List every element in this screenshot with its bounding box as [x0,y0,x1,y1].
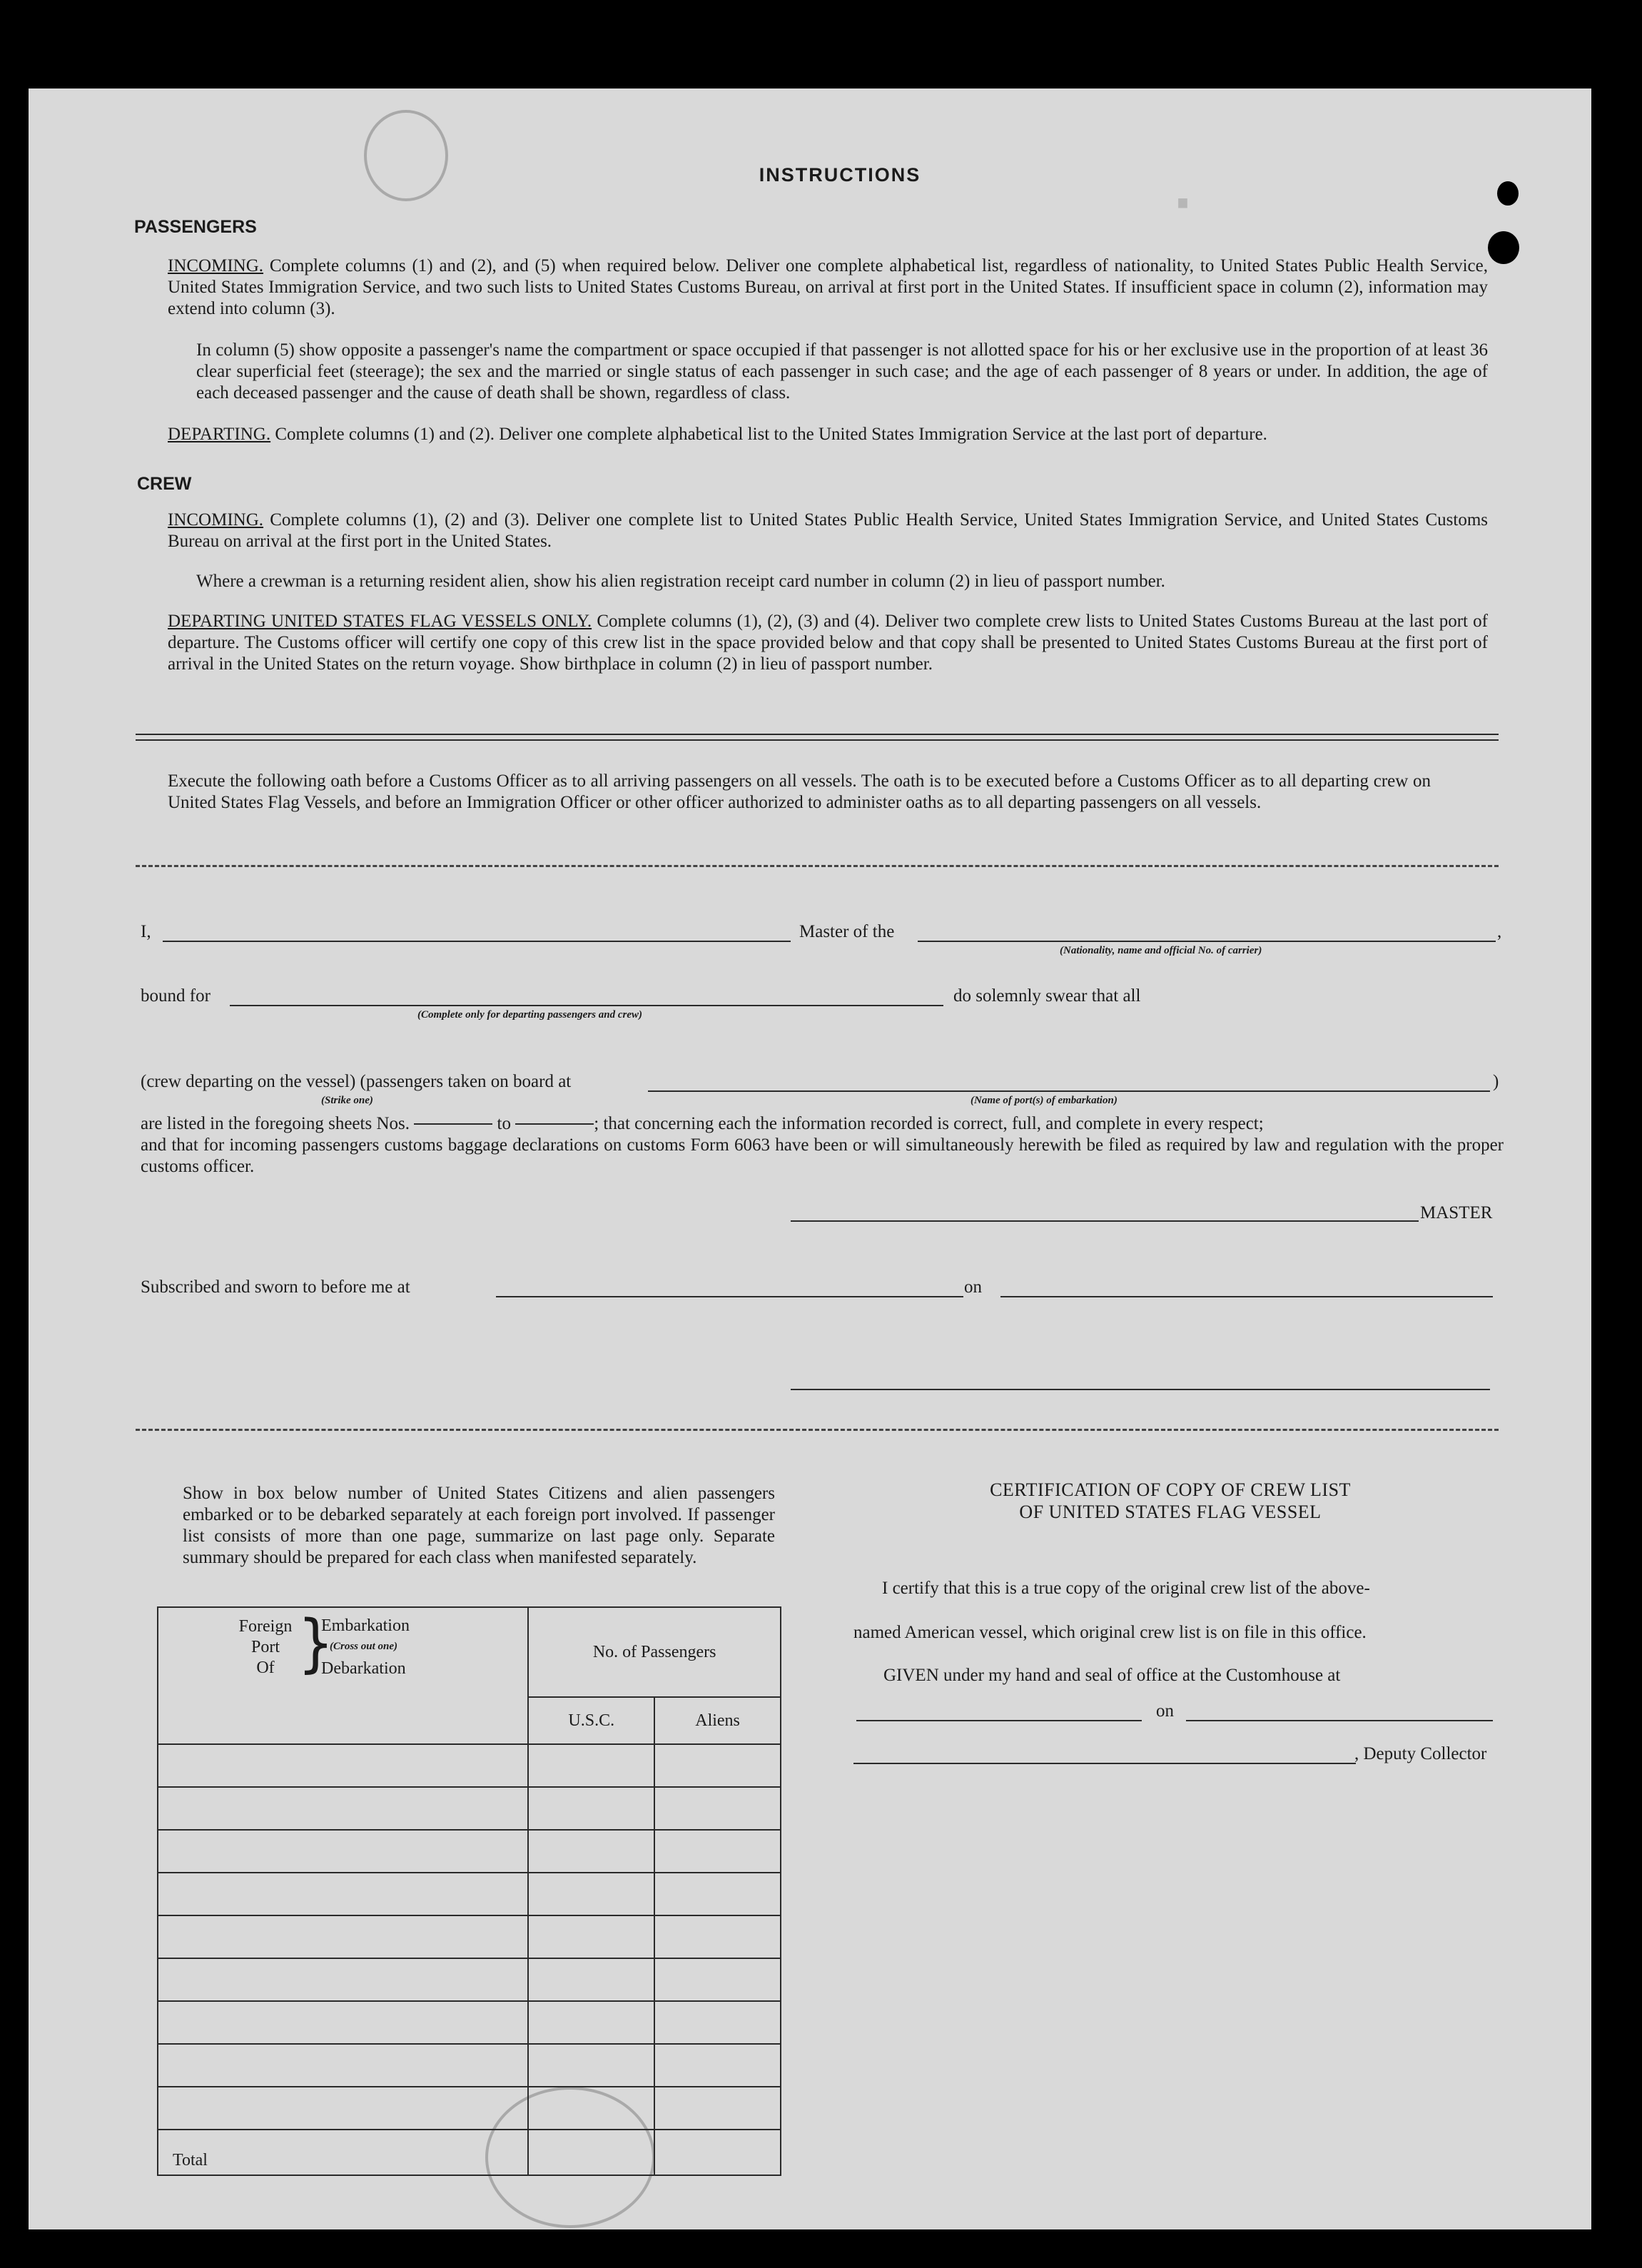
table-row [158,1958,781,2001]
sheet-to-field[interactable] [515,1123,594,1125]
oath-divider [136,865,1499,867]
usc-cell[interactable] [528,2087,654,2130]
punch-hole [1497,181,1519,206]
embarkation-label: Embarkation [321,1616,410,1635]
aliens-cell[interactable] [654,1873,781,1915]
certify-line-3: GIVEN under my hand and seal of office at the Customhouse at [883,1666,1341,1685]
certification-title [913,1479,1427,1523]
aliens-cell[interactable] [654,1744,781,1787]
bound-for-field[interactable] [230,1005,943,1006]
comma: , [1497,922,1502,941]
table-row [158,1744,781,1787]
deputy-collector-signature-field[interactable] [853,1763,1356,1764]
subscribed-place-field[interactable] [496,1296,963,1297]
crew-incoming-label: INCOMING. [168,510,264,530]
port-cell[interactable] [158,1830,528,1873]
listed-paragraph: and that for incoming passengers customs baggage declarations on customs Form 6063 have been or will simultaneously herewith be filed as required by law and regulation with the proper customs officer. [141,1135,1504,1176]
passengers-departing-paragraph [168,424,1488,445]
crew-incoming-paragraph [168,510,1488,552]
certification-title-line-2: OF UNITED STATES FLAG VESSEL [1019,1502,1322,1522]
bleed-through-text: · [1127,168,1192,239]
certification-title-line-1: CERTIFICATION OF COPY OF CREW LIST [990,1479,1351,1500]
passengers-heading: PASSENGERS [134,217,257,237]
port-header-cell [158,1607,528,1744]
page-title: INSTRUCTIONS [759,164,921,186]
faded-stamp-top [364,110,448,201]
debarkation-label: Debarkation [321,1659,406,1678]
crew-departing-label: DEPARTING UNITED STATES FLAG VESSELS ONLY. [168,612,592,631]
port-cell[interactable] [158,1958,528,2001]
port-cell[interactable] [158,2087,528,2130]
passenger-summary-table [157,1606,781,2176]
table-row [158,1830,781,1873]
no-passengers-header: No. of Passengers [528,1607,781,1697]
usc-cell[interactable] [528,1787,654,1830]
port-cell[interactable] [158,1787,528,1830]
passengers-incoming-text: Complete columns (1) and (2), and (5) when required below. Deliver one complete alphabetical list, regardless of nationality, to United States Public Health Service, United States Immigration Service, and two such lists to United States Customs Bureau, on arrival at first port in the United States. If insufficient space in column (2), information may extend into column (3). [168,256,1488,318]
aliens-cell[interactable] [654,2087,781,2130]
section-divider [136,734,1499,735]
embarkation-ports-field[interactable] [648,1090,1490,1092]
carrier-field[interactable] [918,941,1496,942]
close-paren: ) [1493,1072,1499,1091]
master-name-field[interactable] [163,941,791,942]
subscribed-on-label: on [964,1277,982,1297]
total-usc-cell[interactable] [528,2130,654,2175]
table-row [158,1873,781,1915]
usc-cell[interactable] [528,1873,654,1915]
master-label: MASTER [1420,1203,1493,1222]
usc-cell[interactable] [528,1744,654,1787]
usc-cell[interactable] [528,1830,654,1873]
crew-resident-paragraph: Where a crewman is a returning resident alien, show his alien registration receipt card number in column (2) in lieu of passport number. [196,572,1165,591]
oath-i-label: I, [141,922,151,941]
passengers-departing-label: DEPARTING. [168,425,271,444]
bound-for-label: bound for [141,986,211,1006]
crew-departing-text: Complete columns (1), (2), (3) and (4). Deliver two complete crew lists to United States Customs Bureau at the last port of departure. The Customs officer will certify one copy of this crew list in the space provided below and that copy shall be presented to United States Customs Bureau at the first port of arrival in the United States on the return voyage. Show birthplace in column (2) in lieu of passport number. [168,612,1488,674]
master-signature-field[interactable] [791,1220,1419,1222]
passengers-incoming-label: INCOMING. [168,256,264,275]
listed-line-1 [141,1113,1504,1135]
total-aliens-cell[interactable] [654,2130,781,2175]
usc-cell[interactable] [528,1958,654,2001]
document-page [29,88,1591,2229]
crew-departing-label: (crew departing on the vessel) (passengers taken on board at [141,1072,572,1091]
lower-divider [136,1429,1499,1431]
column5-paragraph: In column (5) show opposite a passenger's name the compartment or space occupied if that passenger is not allotted space for his or her exclusive use in the proportion of at least 36 clear superficial feet (steerage); the sex and the married or single status of each passenger in such case; and the age of each passenger of 8 years or under. In addition, the age of each deceased passenger and the cause of death shall be shown, regardless of class. [196,340,1488,403]
aliens-cell[interactable] [654,2044,781,2087]
usc-cell[interactable] [528,2001,654,2044]
port-cell[interactable] [158,2001,528,2044]
aliens-cell[interactable] [654,1958,781,2001]
cross-out-caption: (Cross out one) [330,1641,398,1652]
listed-text-b: ; that concerning each the information recorded is correct, full, and complete in every respect; [594,1114,1264,1133]
table-row [158,2087,781,2130]
usc-header: U.S.C. [528,1697,654,1744]
aliens-cell[interactable] [654,1830,781,1873]
officer-signature-field[interactable] [791,1389,1490,1390]
certify-date-field[interactable] [1186,1720,1493,1721]
usc-cell[interactable] [528,2044,654,2087]
total-row [158,2130,781,2175]
aliens-cell[interactable] [654,2001,781,2044]
bound-for-caption: (Complete only for departing passengers and crew) [417,1009,642,1021]
ports-caption: (Name of port(s) of embarkation) [970,1095,1118,1106]
subscribed-label: Subscribed and sworn to before me at [141,1277,410,1297]
table-row [158,1915,781,1958]
total-label: Total [158,2130,528,2175]
port-cell[interactable] [158,1744,528,1787]
port-header-line-2: Port [250,1638,280,1656]
listed-label: are listed in the foregoing sheets Nos. [141,1114,410,1133]
passengers-departing-text: Complete columns (1) and (2). Deliver one complete alphabetical list to the United States Immigration Service at the last port of departure. [270,425,1267,444]
strike-one-caption: (Strike one) [321,1095,373,1106]
passengers-incoming-paragraph [168,255,1488,320]
usc-cell[interactable] [528,1915,654,1958]
port-cell[interactable] [158,2044,528,2087]
port-header-line-1: Foreign [238,1617,293,1636]
crew-heading: CREW [137,474,192,494]
certify-line-1: I certify that this is a true copy of the original crew list of the above- [882,1579,1370,1598]
table-row [158,2001,781,2044]
sheet-from-field[interactable] [414,1123,492,1125]
customhouse-field[interactable] [856,1720,1142,1721]
summary-note: Show in box below number of United States Citizens and alien passengers embarked or to be debarked separately at each foreign port involved. If passenger list consists of more than one page, summarize on last page only. Separate summary should be prepared for each class when manifested separately. [183,1484,775,1567]
swear-label: do solemnly swear that all [953,986,1141,1006]
aliens-cell[interactable] [654,1787,781,1830]
certify-on-label: on [1156,1701,1174,1721]
port-header-line-3: Of [256,1659,275,1677]
crew-departing-paragraph [168,611,1488,675]
subscribed-date-field[interactable] [1000,1296,1493,1297]
certify-line-2: named American vessel, which original crew list is on file in this office. [853,1623,1367,1642]
port-cell[interactable] [158,1873,528,1915]
master-of-label: Master of the [799,922,895,941]
listed-to-label: to [497,1114,511,1133]
punch-hole [1488,231,1519,264]
table-row [158,1787,781,1830]
aliens-cell[interactable] [654,1915,781,1958]
port-header-label [237,1616,294,1679]
section-divider [136,739,1499,741]
carrier-caption: (Nationality, name and official No. of carrier) [1060,945,1262,956]
oath-intro-paragraph: Execute the following oath before a Customs Officer as to all arriving passengers on all vessels. The oath is to be executed before a Customs Officer as to all departing crew on United States Flag Vessels, and before an Immigration Officer or other officer authorized to administer oaths as to all departing passengers on all vessels. [168,771,1431,812]
aliens-header: Aliens [654,1697,781,1744]
deputy-collector-label: , Deputy Collector [1354,1744,1487,1763]
brace-icon: } [298,1606,334,1680]
port-cell[interactable] [158,1915,528,1958]
crew-incoming-text: Complete columns (1), (2) and (3). Deliver one complete list to United States Public Health Service, United States Immigration Service, and United States Customs Bureau on arrival at the first port in the United States. [168,510,1488,551]
table-row [158,2044,781,2087]
